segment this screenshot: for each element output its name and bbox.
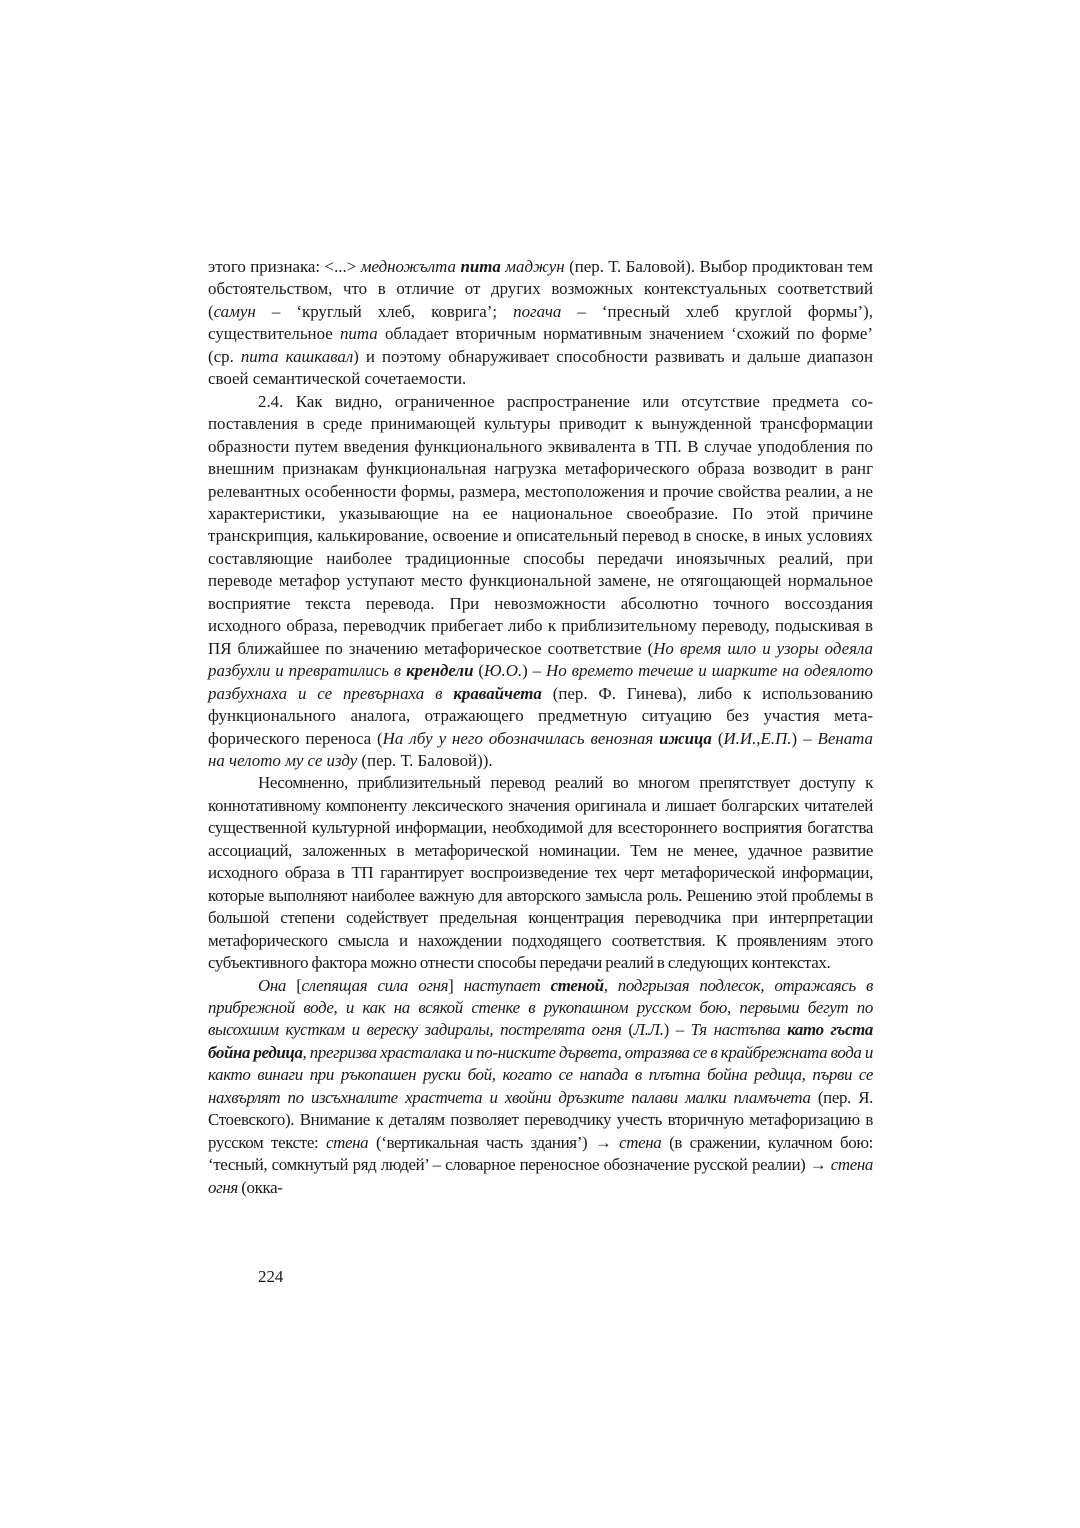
italic-run: стена xyxy=(326,1132,369,1152)
text-run: обладает вторичным нормативным значением ‘схожий по форме’ (ср. xyxy=(208,324,873,366)
highlighted-term xyxy=(406,661,473,680)
text-run: (окка- xyxy=(237,1177,283,1197)
italic-run: самун xyxy=(213,301,256,321)
text-run: (пер. Ф. Гинева), либо к использованию функционального аналога, отражающего предметную ситуацию без участия метафорического переноса ( xyxy=(208,683,873,748)
highlighted-term xyxy=(551,976,604,995)
italic-run: Вената на челото му се изду xyxy=(208,728,873,770)
italic-run: И.И.,Е.П. xyxy=(723,728,792,748)
text-run: (в сражении, кулачном бою: ‘тесный, сомкнутый ряд людей’ – словарное переносное обозначение русской реалии) → xyxy=(208,1132,873,1175)
italic-run: медножълта xyxy=(360,257,461,276)
italic-run: погача xyxy=(513,301,562,321)
text-run: ( xyxy=(473,661,485,681)
paragraph-3 xyxy=(208,772,873,974)
text-body xyxy=(208,256,873,1199)
text-run: ) и поэтому обнаруживает способности развивать и дальше диапазон своей семантической сочетаемости. xyxy=(208,346,874,389)
italic-run: Л.Л. xyxy=(633,1020,664,1040)
text-run: ) – xyxy=(791,728,818,748)
text-run: (пер. Т. Баловой)). xyxy=(357,750,493,770)
text-run: (пер. Я. Стоевского). Внимание к деталям позволяет переводчику учесть вторичную метафоризацию в русском тексте: xyxy=(208,1087,873,1152)
highlighted-term xyxy=(460,257,500,276)
italic-run: Тя настъпва xyxy=(690,1020,788,1040)
italic-run: стена огня xyxy=(208,1155,873,1197)
highlighted-term xyxy=(659,729,712,748)
bold-italic-term: като гъста бойна редица xyxy=(208,1020,873,1062)
italic-run: пита xyxy=(339,324,378,344)
italic-run: наступает xyxy=(463,975,551,995)
italic-run: Ю.О. xyxy=(484,661,523,681)
text-run: – ‘круглый хлеб, коврига’; xyxy=(255,301,514,321)
paragraph-1 xyxy=(208,256,873,391)
paragraph-2 xyxy=(208,391,873,773)
bold-italic-term: пита xyxy=(460,257,501,276)
italic-run: Но времето течеше и шарките на одеялото разбухнаха и се превърнаха в xyxy=(208,661,873,703)
text-run: Несомненно, приблизительный перевод реалий во многом препятствует доступу к коннотативному компоненту лексического значения оригинала и лишает болгарских читателей существенной культурной информации, необходимой для всестороннего восприятия богатства ассоциаций, заложенных в метафорической номинации. Тем не менее, удачное развитие исходного образа в ТП гарантирует воспроизведение тех черт метафорической информации, которые выполняют наиболее важную для авторского замысла роль. Решению этой проблемы в большой степени содействует предельная концентрация переводчика при интерпретации метафорического смысла и нахождении подходящего соответствия. К проявлениям этого субъективного фактора можно отнести способы передачи реалий в следующих контекстах. xyxy=(208,773,873,973)
bold-italic-term: крендели xyxy=(406,661,474,681)
text-run: (‘вертикальная часть здания’) → xyxy=(368,1132,620,1152)
text-run: ) – xyxy=(522,661,547,681)
text-run: (пер. Т. Баловой). Выбор продиктован тем обстоятельством, что в отличие от других возможных контекстуальных соответствий ( xyxy=(208,257,873,321)
italic-run: Она xyxy=(258,975,286,995)
bold-italic-term: кравайчета xyxy=(453,683,542,703)
italic-run: слепящая сила огня xyxy=(301,975,449,995)
bold-italic-term: стеной xyxy=(550,975,604,995)
text-run: ] xyxy=(448,975,464,995)
text-run: [ xyxy=(285,975,302,995)
italic-run: Но время шло и узоры одеяла разбухли и превратились в xyxy=(208,638,874,681)
italic-run: На лбу у него обозначилась венозная xyxy=(382,728,660,748)
text-run: ( xyxy=(621,1020,634,1040)
text-run: этого признака: <...> xyxy=(208,257,361,276)
paragraph-4 xyxy=(208,975,873,1200)
text-run: – ‘пресный хлеб круглой формы’), существительное xyxy=(208,301,873,344)
page-number: 224 xyxy=(258,1267,284,1286)
italic-run: стена xyxy=(619,1132,662,1152)
text-run: ( xyxy=(711,728,724,748)
text-run: ) – xyxy=(663,1020,691,1040)
highlighted-term xyxy=(453,684,541,703)
bold-italic-term: ижица xyxy=(659,728,712,748)
italic-run: , прегризва храсталака и по-ниските дървета, отразява се в крайбрежната вода и както винаги при ръкопашен руски бой, когато се напада в плътна бойна редица, първи се нахвърлят по изсъхналите храстчета и хвойни дръзките палави малки пламъчета xyxy=(208,1042,873,1107)
italic-run: , подгрызая подлесок, отражаясь в прибрежной воде, и как на всякой стенке в рукопашном русском бою, первыми бегут по высохшим кусткам и вереску задиралы, пострелята огня xyxy=(208,975,873,1040)
italic-run: пита кашкавал xyxy=(240,346,354,366)
text-run: 2.4. Как видно, ограниченное распространение или отсутствие предмета сопоставления в среде принимающей культуры приводит к вынужденной трансформации образности путем введения функционального эквивалента в ТП. В случае уподобления по внешним признакам функциональная нагрузка метафорического образа возводит в ранг релевантных особенности формы, размера, местоположения и прочие свойства реалии, а не характеристики, указывающие на ее национальное своеобразие. По этой причине транскрипция, калькирование, освоение и описательный перевод в сноске, в иных условиях составляющие наиболее традиционные способы передачи иноязычных реалий, при переводе метафор уступают место функциональной замене, не отягощающей нормальное восприятие текста перевода. При невозможности абсолютно точного воссоздания исходного образа, переводчик прибегает либо к приблизительному переводу, подыскивая в ПЯ ближайшее по значению метафорическое соответствие ( xyxy=(208,391,873,658)
italic-run: маджун xyxy=(500,257,565,276)
